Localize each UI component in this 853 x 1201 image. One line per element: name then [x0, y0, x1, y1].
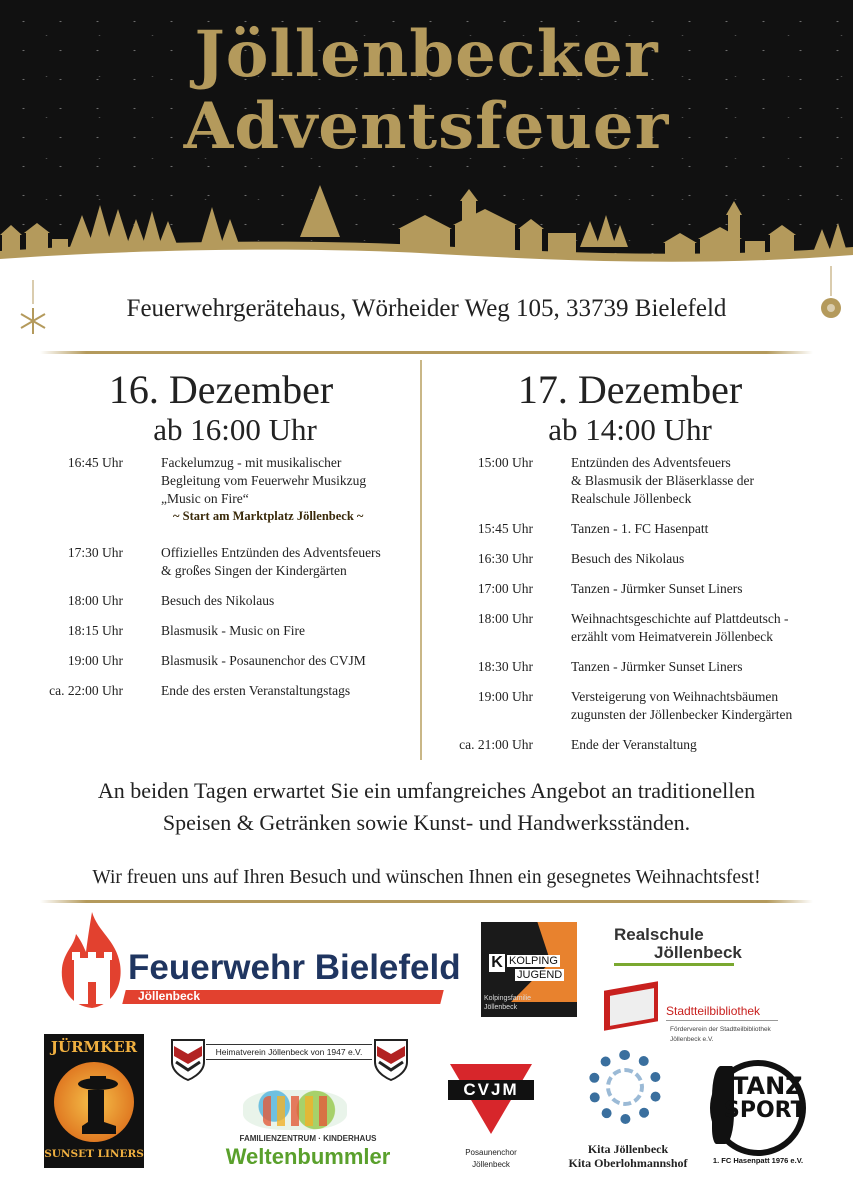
tanzsport-l1: TANZ — [732, 1072, 803, 1100]
bibliothek-name: Stadtteilbibliothek — [666, 1004, 761, 1018]
feuerwehr-name: Feuerwehr Bielefeld — [128, 948, 461, 987]
day2-column — [440, 368, 820, 448]
event-time: 17:00 Uhr — [477, 581, 533, 596]
bibliothek-sub1: Förderverein der Stadtteilbibliothek — [670, 1026, 771, 1033]
title-line-1: Jöllenbecker — [194, 17, 659, 92]
day1-date: 16. Dezember — [108, 367, 334, 412]
kita-l2: Kita Oberlohmannshof — [568, 1156, 688, 1170]
event-description: Fackelumzug - mit musikalischer Begleitung vom Feuerwehr Musikzug „Music on Fire“ — [161, 455, 367, 506]
bibliothek-line — [666, 1020, 778, 1021]
kita-l1: Kita Jöllenbeck — [587, 1142, 669, 1156]
familienzentrum-weltenbummler-logo — [213, 1088, 403, 1170]
day1-start-time: ab 16:00 Uhr — [153, 412, 317, 447]
flame-tower-icon — [58, 912, 126, 1008]
kolping-k-icon: K — [489, 954, 505, 972]
cvjm-name: CVJM — [463, 1080, 519, 1099]
header-banner — [0, 0, 853, 285]
divider-top — [40, 351, 813, 354]
cvjm-sub2: Jöllenbeck — [472, 1160, 510, 1169]
event-time: 19:00 Uhr — [477, 689, 533, 704]
bibliothek-sub2: Jöllenbeck e.V. — [670, 1036, 714, 1043]
event-time: 18:00 Uhr — [477, 611, 533, 626]
realschule-logo — [614, 925, 749, 975]
juermker-l1: JÜRMKER — [50, 1038, 138, 1056]
event-time: 18:30 Uhr — [477, 659, 533, 674]
event-description: Besuch des Nikolaus — [571, 551, 685, 566]
column-divider — [420, 360, 422, 760]
event-time: ca. 21:00 Uhr — [459, 737, 533, 752]
event-description: Tanzen - Jürmker Sunset Liners — [571, 581, 743, 596]
event-description: Blasmusik - Music on Fire — [161, 623, 305, 638]
event-description: Tanzen - Jürmker Sunset Liners — [571, 659, 743, 674]
title-line-2: Adventsfeuer — [183, 89, 670, 164]
village-skyline — [0, 185, 853, 285]
children-figures-icon — [263, 1096, 333, 1126]
tanzsport-l2: SPORT — [724, 1098, 806, 1123]
stadtteilbibliothek-logo — [604, 982, 804, 1052]
heimatverein-crest-right-icon — [373, 1038, 409, 1082]
event-time: 18:00 Uhr — [67, 593, 123, 608]
event-description: Entzünden des Adventsfeuers & Blasmusik der Bläserklasse der Realschule Jöllenbeck — [571, 455, 754, 506]
event-description: Ende der Veranstaltung — [571, 737, 697, 752]
familienzentrum-l2: Weltenbummler — [225, 1144, 391, 1169]
day2-date: 17. Dezember — [517, 367, 743, 412]
juermker-sunset-liners-logo — [44, 1034, 144, 1168]
day1-column — [40, 368, 402, 448]
cvjm-logo — [448, 1062, 534, 1174]
heimatverein-logo — [170, 1038, 410, 1084]
event-time: 19:00 Uhr — [67, 653, 123, 668]
kolping-l1: KOLPING — [509, 955, 558, 967]
feuerwehr-bielefeld-logo — [58, 912, 461, 1012]
kita-ring-inner — [606, 1068, 644, 1106]
kolping-sub2: Jöllenbeck — [484, 1004, 518, 1011]
event-time: 17:30 Uhr — [67, 545, 123, 560]
event-time: 16:30 Uhr — [477, 551, 533, 566]
info-line-1: An beiden Tagen erwartet Sie ein umfangreiches Angebot an traditionellen — [97, 778, 756, 803]
event-description: Tanzen - 1. FC Hasenpatt — [571, 521, 709, 536]
cowboy-boot-icon — [70, 1074, 120, 1136]
event-description: Weihnachtsgeschichte auf Plattdeutsch - erzählt vom Heimatverein Jöllenbeck — [571, 611, 789, 644]
event-time: 15:00 Uhr — [477, 455, 533, 470]
venue-address: Feuerwehrgerätehaus, Wörheider Weg 105, 33739 Bielefeld — [126, 295, 727, 322]
event-time: 18:15 Uhr — [67, 623, 123, 638]
day2-start-time: ab 14:00 Uhr — [548, 412, 712, 447]
kolping-l2: JUGEND — [517, 969, 563, 981]
tanzsport-logo — [706, 1058, 810, 1170]
familienzentrum-l1: FAMILIENZENTRUM · KINDERHAUS — [239, 1134, 377, 1143]
kolping-sub1: Kolpingsfamilie — [484, 995, 532, 1002]
event-description: Ende des ersten Veranstaltungstags — [161, 683, 351, 698]
kita-logo — [562, 1050, 694, 1172]
closing-greeting: Wir freuen uns auf Ihren Besuch und wünschen Ihnen ein gesegnetes Weihnachtsfest! — [92, 867, 761, 888]
event-description: Versteigerung von Weihnachtsbäumen zugunsten der Jöllenbecker Kindergärten — [571, 689, 793, 722]
heimatverein-crest-left-icon — [170, 1038, 206, 1082]
juermker-l2: SUNSET LINERS — [44, 1148, 144, 1160]
heimatverein-name: Heimatverein Jöllenbeck von 1947 e.V. — [206, 1044, 372, 1060]
event-description: Besuch des Nikolaus — [161, 593, 275, 608]
day1-start-note: ~ Start am Marktplatz Jöllenbeck ~ — [173, 509, 364, 523]
cvjm-sub1: Posaunenchor — [465, 1148, 517, 1157]
realschule-l1: Realschule — [614, 925, 704, 944]
info-line-2: Speisen & Getränken sowie Kunst- und Handwerksständen. — [162, 810, 691, 835]
divider-bottom — [40, 900, 813, 903]
realschule-l2: Jöllenbeck — [654, 943, 742, 962]
event-time: ca. 22:00 Uhr — [49, 683, 123, 698]
event-description: Offizielles Entzünden des Adventsfeuers & großes Singen der Kindergärten — [161, 545, 381, 578]
realschule-underline — [614, 963, 734, 966]
kolping-jugend-logo — [481, 922, 577, 1017]
event-time: 16:45 Uhr — [67, 455, 123, 470]
event-description: Blasmusik - Posaunenchor des CVJM — [161, 653, 366, 668]
feuerwehr-sub: Jöllenbeck — [138, 989, 201, 1003]
tanzsport-ring-text: 1. FC Hasenpatt 1976 e.V. — [712, 1156, 804, 1165]
event-time: 15:45 Uhr — [477, 521, 533, 536]
